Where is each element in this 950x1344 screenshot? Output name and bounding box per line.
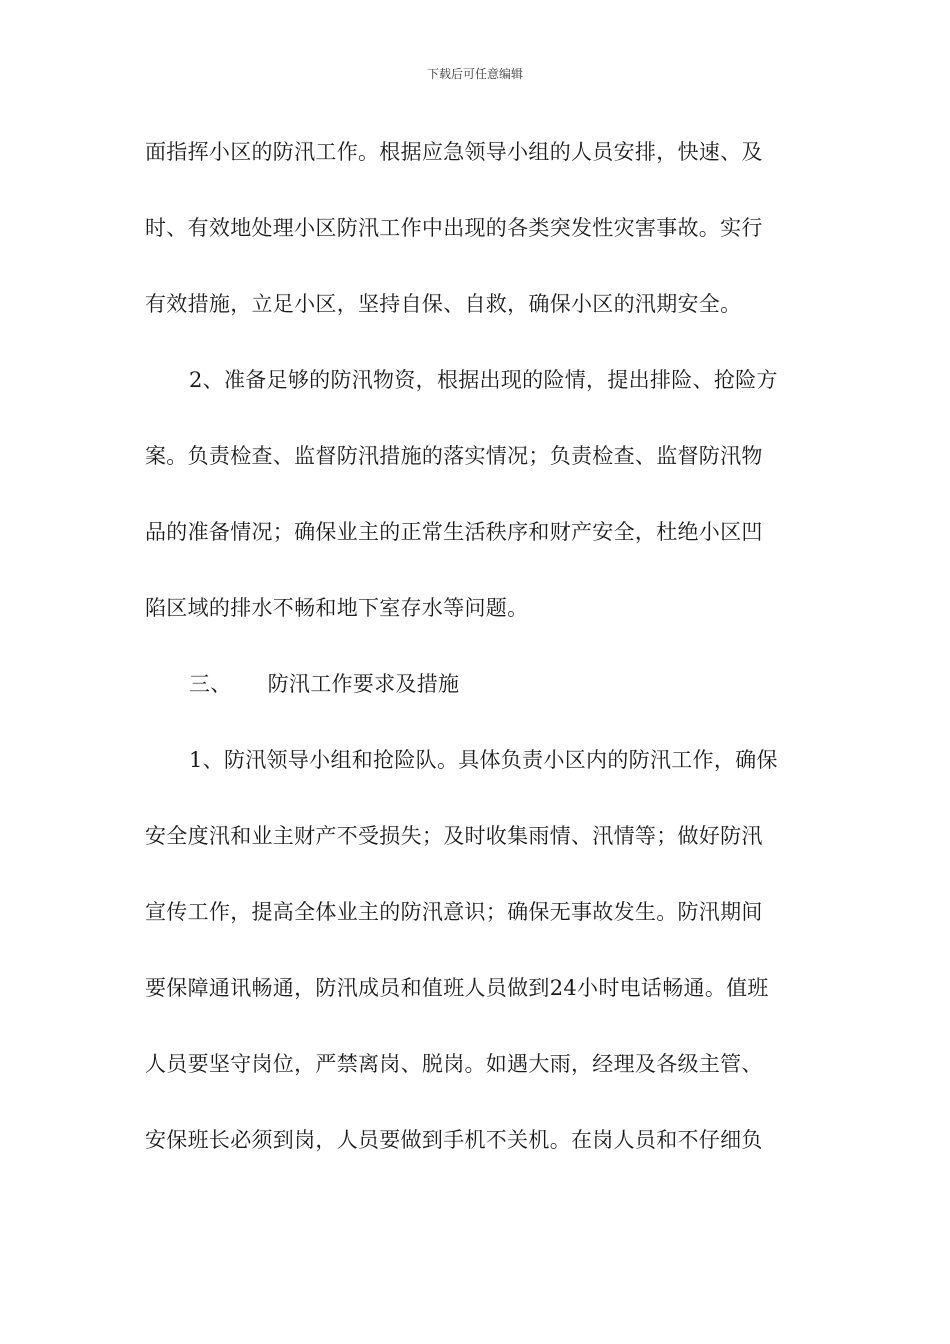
paragraph-line: 宣传工作，提高全体业主的防汛意识；确保无事故发生。防汛期间 (145, 900, 763, 924)
page-header: 下载后可任意编辑 (426, 67, 523, 81)
paragraph-line: 品的准备情况；确保业主的正常生活秩序和财产安全，杜绝小区凹 (145, 520, 763, 544)
section-heading (145, 662, 817, 738)
section-title: 防汛工作要求及措施 (267, 672, 460, 696)
paragraph-line: 1、防汛领导小组和抢险队。具体负责小区内的防汛工作，确保 (189, 748, 778, 772)
paragraph-line: 安保班长必须到岗，人员要做到手机不关机。在岗人员和不仔细负 (145, 1128, 763, 1152)
paragraph-line: 陷区域的排水不畅和地下室存水等问题。 (145, 596, 529, 620)
paragraph-line: 要保障通讯畅通，防汛成员和值班人员做到24小时电话畅通。值班 (145, 976, 769, 1000)
paragraph-line: 安全度汛和业主财产不受损失；及时收集雨情、汛情等；做好防汛 (145, 824, 763, 848)
paragraph-line: 2、准备足够的防汛物资，根据出现的险情，提出排险、抢险方 (189, 368, 778, 392)
paragraph-line: 面指挥小区的防汛工作。根据应急领导小组的人员安排，快速、及 (145, 140, 763, 164)
paragraph-line: 有效措施，立足小区，坚持自保、自救，确保小区的汛期安全。 (145, 292, 742, 316)
paragraph-line: 时、有效地处理小区防汛工作中出现的各类突发性灾害事故。实行 (145, 216, 763, 240)
paragraph-line: 案。负责检查、监督防汛措施的落实情况；负责检查、监督防汛物 (145, 444, 763, 468)
section-number: 三、 (189, 672, 232, 696)
paragraph-line: 人员要坚守岗位，严禁离岗、脱岗。如遇大雨，经理及各级主管、 (145, 1052, 763, 1076)
document-body (145, 130, 817, 1194)
